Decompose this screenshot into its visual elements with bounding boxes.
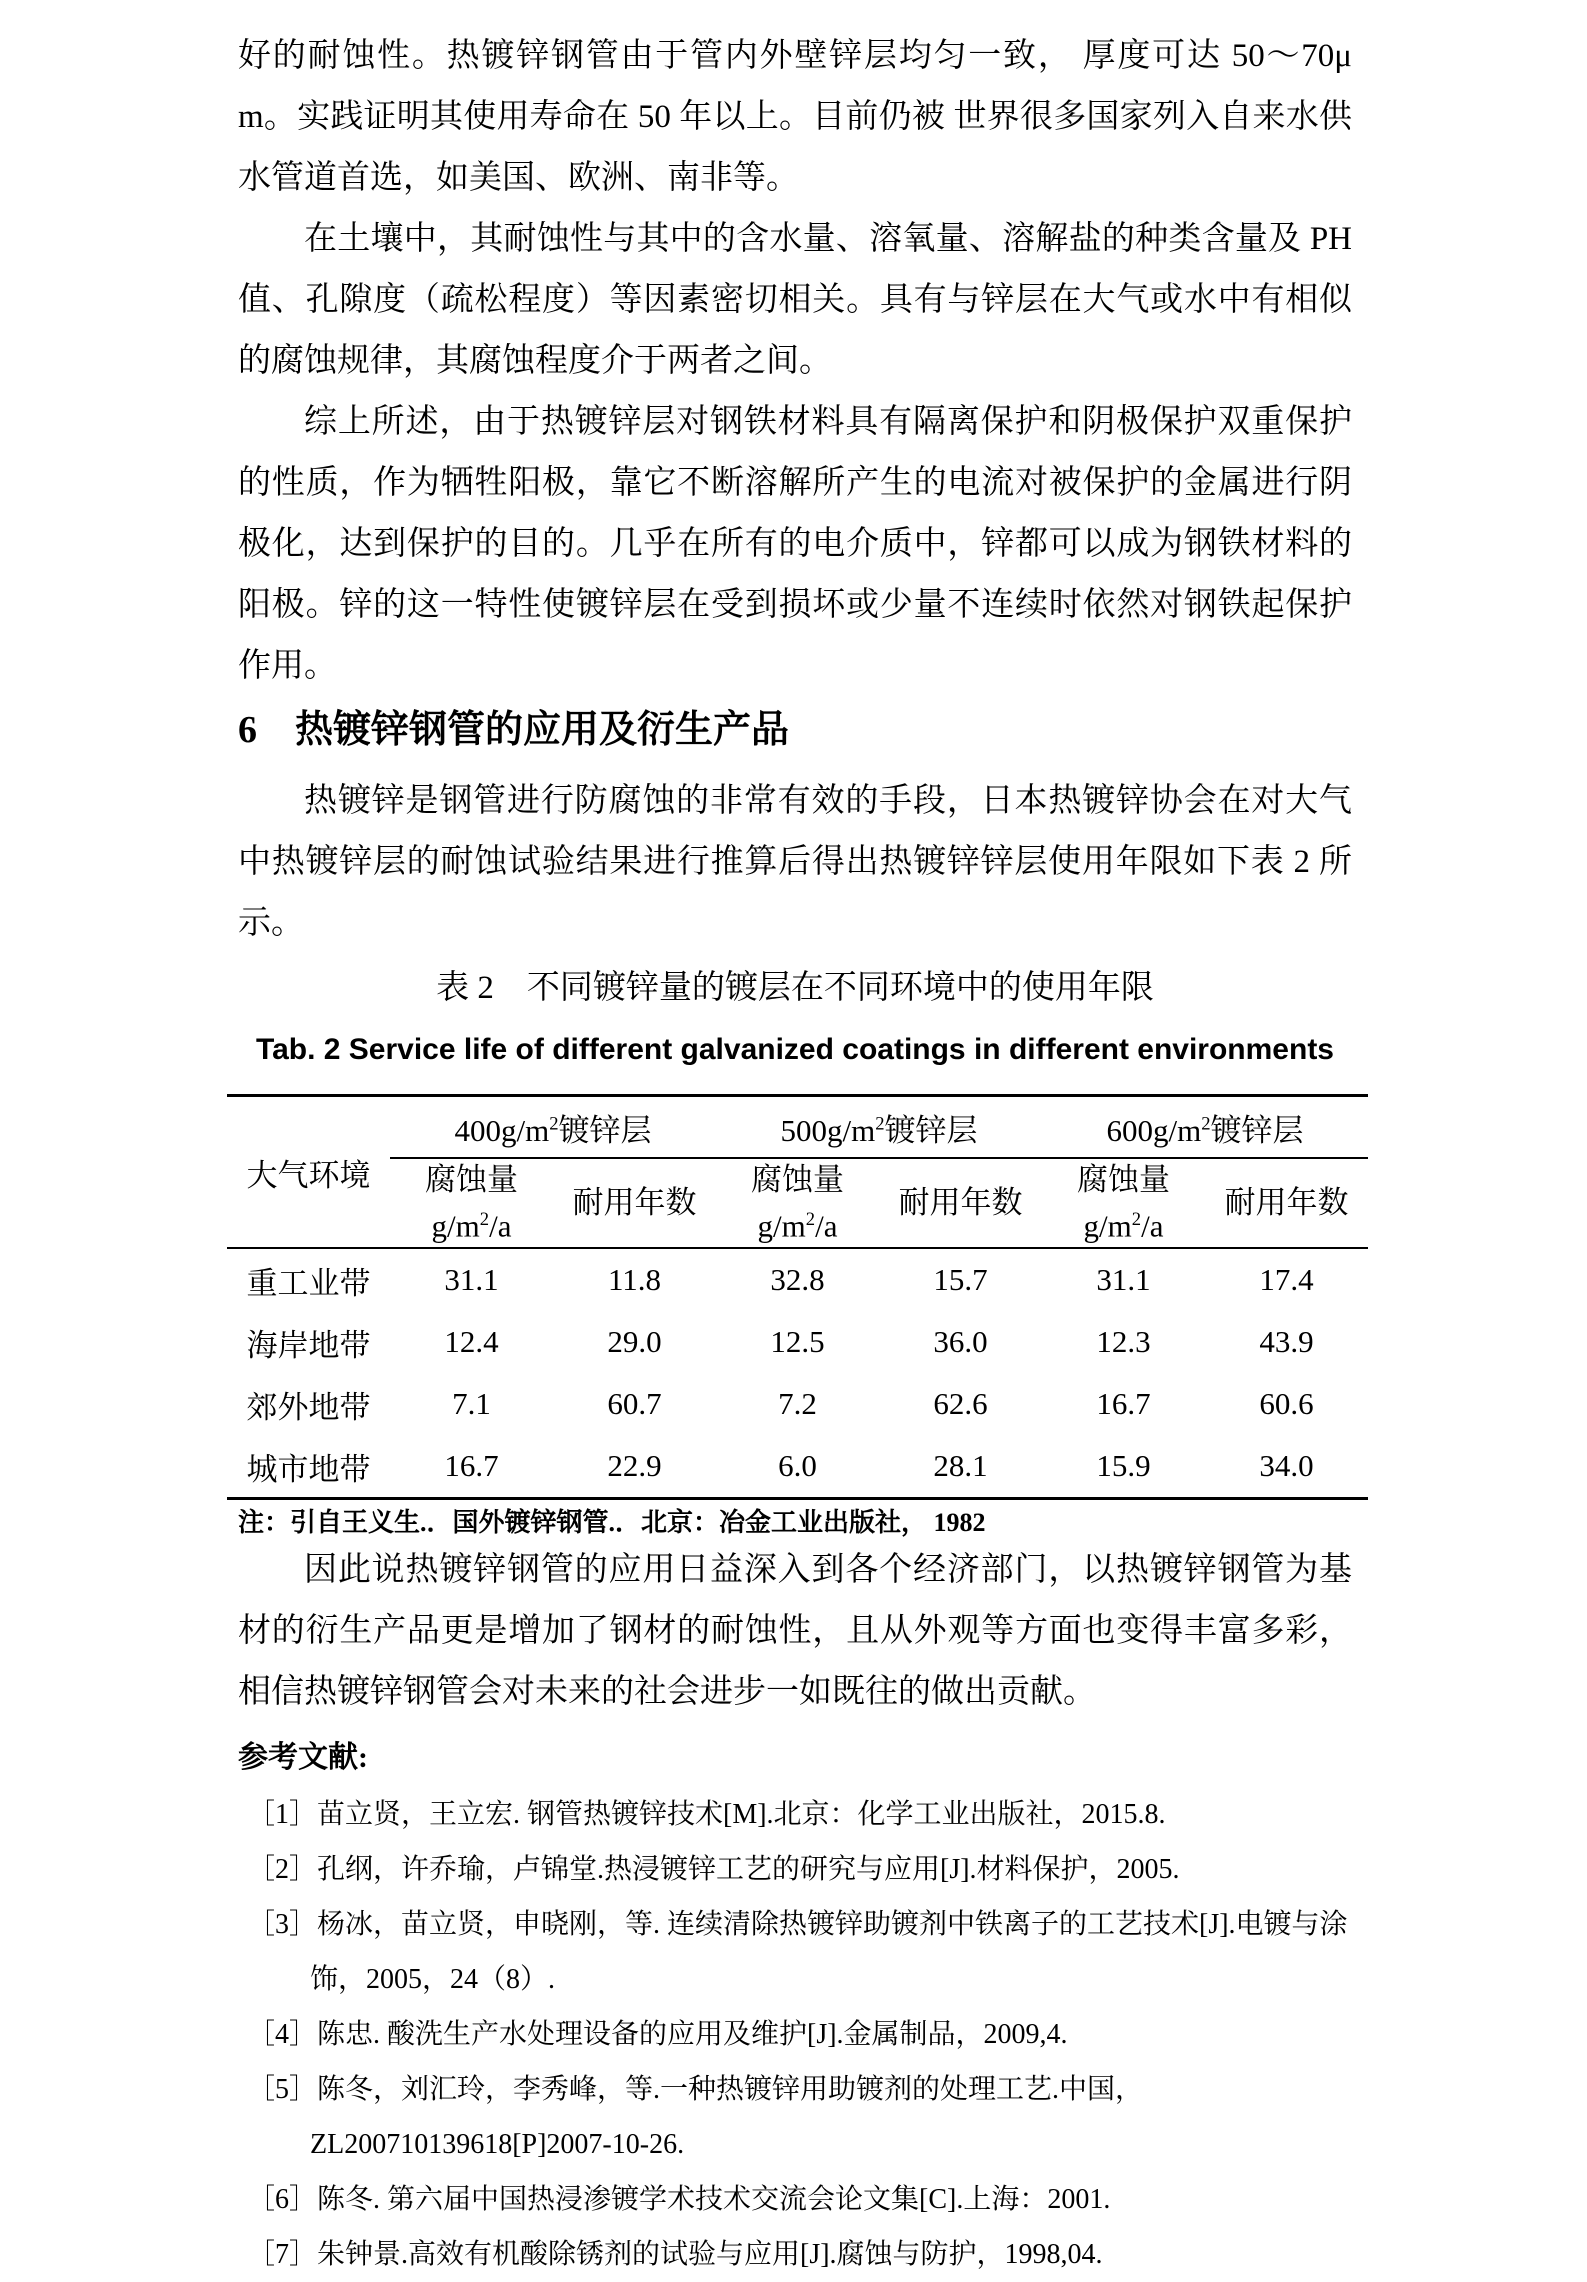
references-list [238, 1787, 1352, 2282]
table-cell: 31.1 [444, 1262, 499, 1297]
section-heading-6: 6 热镀锌钢管的应用及衍生产品 [238, 709, 790, 751]
table-col-group-600 [1042, 1096, 1368, 1159]
references-heading: 参考文献: [238, 1741, 368, 1774]
table-subheader-row [227, 1158, 1368, 1248]
table-caption-chinese: 表 2 不同镀锌量的镀层在不同环境中的使用年限 [436, 970, 1154, 1006]
table-cell: 12.5 [770, 1324, 825, 1359]
unit-prefix: g/m [431, 1208, 480, 1244]
reference-item-6: ［6］陈冬. 第六届中国热浸渗镀学术技术交流会论文集[C].上海：2001. [247, 2184, 1111, 2215]
subheader-life-600: 耐用年数 [1205, 1158, 1368, 1248]
table-cell: 31.1 [1096, 1262, 1151, 1297]
table-cell: 12.4 [444, 1324, 499, 1359]
group-400-suffix: 镀锌层 [558, 1112, 652, 1148]
unit-superscript: 2 [479, 1208, 490, 1230]
reference-item-4: ［4］陈忠. 酸洗生产水处理设备的应用及维护[J].金属制品，2009,4. [247, 2019, 1068, 2050]
unit-suffix: /a [1141, 1208, 1164, 1244]
table-cell: 16.7 [390, 1435, 553, 1499]
reference-item-5: ［5］陈冬，刘汇玲，李秀峰，等.一种热镀锌用助镀剂的处理工艺.中国，ZL200710139618[P]2007-10-26. [247, 2074, 1144, 2160]
row-label: 重工业带 [246, 1265, 371, 1301]
paragraph-corrosion-intro: 好的耐蚀性。热镀锌钢管由于管内外壁锌层均匀一致， 厚度可达 50～70μm。实践证明其使用寿命在 50 年以上。目前仍被 世界很多国家列入自来水供水管道首选，如美国、欧洲、南非等。 [238, 38, 1352, 196]
subheader-life-500: 耐用年数 [879, 1158, 1042, 1248]
group-500-suffix: 镀锌层 [884, 1112, 978, 1148]
paragraph-summary-protection: 综上所述，由于热镀锌层对钢铁材料具有隔离保护和阴极保护双重保护的性质，作为牺牲阳极，靠它不断溶解所产生的电流对被保护的金属进行阴极化，达到保护的目的。几乎在所有的电介质中，锌都可以成为钢铁材料的阳极。锌的这一特性使镀锌层在受到损坏或少量不连续时依然对钢铁起保护作用。 [238, 404, 1352, 684]
table-caption-english: Tab. 2 Service life of different galvanized coatings in different environments [255, 1033, 1334, 1066]
table-row [227, 1435, 1368, 1499]
paragraph-conclusion: 因此说热镀锌钢管的应用日益深入到各个经济部门，以热镀锌钢管为基材的衍生产品更是增加了钢材的耐蚀性，且从外观等方面也变得丰富多彩，相信热镀锌钢管会对未来的社会进步一如既往的做出贡献。 [238, 1552, 1352, 1710]
paragraph-soil-corrosion: 在土壤中，其耐蚀性与其中的含水量、溶氧量、溶解盐的种类含量及 PH值、孔隙度（疏松程度）等因素密切相关。具有与锌层在大气或水中有相似的腐蚀规律，其腐蚀程度介于两者之间。 [238, 221, 1352, 379]
table-cell: 7.1 [452, 1386, 491, 1421]
table-cell: 62.6 [933, 1386, 988, 1421]
corrosion-unit [1042, 1200, 1205, 1246]
table-row [227, 1311, 1368, 1373]
table-source-note: 注：引自王义生.．国外镀锌钢管.．北京：冶金工业出版社， 1982 [238, 1508, 986, 1537]
corrosion-label: 腐蚀量 [425, 1161, 518, 1197]
corrosion-unit [716, 1200, 879, 1246]
table-corner-atmosphere-label: 大气环境 [227, 1096, 390, 1249]
table-cell: 43.9 [1259, 1324, 1314, 1359]
subheader-corrosion-600 [1042, 1158, 1205, 1248]
group-400-superscript: 2 [549, 1113, 559, 1135]
row-label: 海岸地带 [246, 1327, 371, 1363]
unit-prefix: g/m [757, 1208, 806, 1244]
table-col-group-500 [716, 1096, 1042, 1159]
corrosion-unit [390, 1200, 553, 1246]
subheader-life-400: 耐用年数 [553, 1158, 716, 1248]
corrosion-label: 腐蚀量 [751, 1161, 844, 1197]
table-cell: 15.9 [1042, 1435, 1205, 1499]
table-cell: 36.0 [933, 1324, 988, 1359]
service-life-table-wrapper [227, 1094, 1368, 1500]
group-500-prefix: 500g/m [780, 1112, 876, 1148]
unit-suffix: /a [815, 1208, 838, 1244]
row-label: 城市地带 [227, 1435, 390, 1499]
group-500-superscript: 2 [875, 1113, 885, 1135]
table-cell: 29.0 [607, 1324, 662, 1359]
table-group-header-row [227, 1096, 1368, 1159]
reference-item-1: ［1］苗立贤，王立宏. 钢管热镀锌技术[M].北京：化学工业出版社，2015.8. [247, 1799, 1166, 1830]
group-400-prefix: 400g/m [454, 1112, 550, 1148]
reference-item-2: ［2］孔纲，许乔瑜，卢锦堂.热浸镀锌工艺的研究与应用[J].材料保护，2005. [247, 1854, 1180, 1885]
unit-superscript: 2 [805, 1208, 816, 1230]
subheader-corrosion-500 [716, 1158, 879, 1248]
table-cell: 60.7 [607, 1386, 662, 1421]
unit-suffix: /a [489, 1208, 512, 1244]
table-cell: 12.3 [1096, 1324, 1151, 1359]
table-cell: 32.8 [770, 1262, 825, 1297]
subheader-corrosion-400 [390, 1158, 553, 1248]
reference-item-7: ［7］朱钟景.高效有机酸除锈剂的试验与应用[J].腐蚀与防护，1998,04. [247, 2239, 1103, 2270]
table-cell: 11.8 [607, 1262, 662, 1297]
table-row [227, 1248, 1368, 1311]
group-600-prefix: 600g/m [1106, 1112, 1202, 1148]
unit-superscript: 2 [1131, 1208, 1142, 1230]
table-cell: 7.2 [778, 1386, 817, 1421]
table-cell: 28.1 [879, 1435, 1042, 1499]
table-col-group-400 [390, 1096, 716, 1159]
service-life-table [227, 1094, 1368, 1500]
table-cell: 15.7 [933, 1262, 988, 1297]
table-cell: 60.6 [1259, 1386, 1314, 1421]
table-cell: 22.9 [553, 1435, 716, 1499]
unit-prefix: g/m [1083, 1208, 1132, 1244]
table-cell: 34.0 [1205, 1435, 1368, 1499]
row-label: 郊外地带 [246, 1389, 371, 1425]
corrosion-label: 腐蚀量 [1077, 1161, 1170, 1197]
group-600-superscript: 2 [1201, 1113, 1211, 1135]
reference-item-3: ［3］杨冰，苗立贤，申晓刚，等. 连续清除热镀锌助镀剂中铁离子的工艺技术[J].电镀与涂饰，2005，24（8）. [247, 1909, 1348, 1995]
table-cell: 17.4 [1259, 1262, 1314, 1297]
paragraph-service-life-intro: 热镀锌是钢管进行防腐蚀的非常有效的手段，日本热镀锌协会在对大气中热镀锌层的耐蚀试验结果进行推算后得出热镀锌锌层使用年限如下表 2 所示。 [238, 783, 1352, 941]
table-cell: 6.0 [716, 1435, 879, 1499]
group-600-suffix: 镀锌层 [1210, 1112, 1304, 1148]
table-row [227, 1373, 1368, 1435]
table-cell: 16.7 [1096, 1386, 1151, 1421]
